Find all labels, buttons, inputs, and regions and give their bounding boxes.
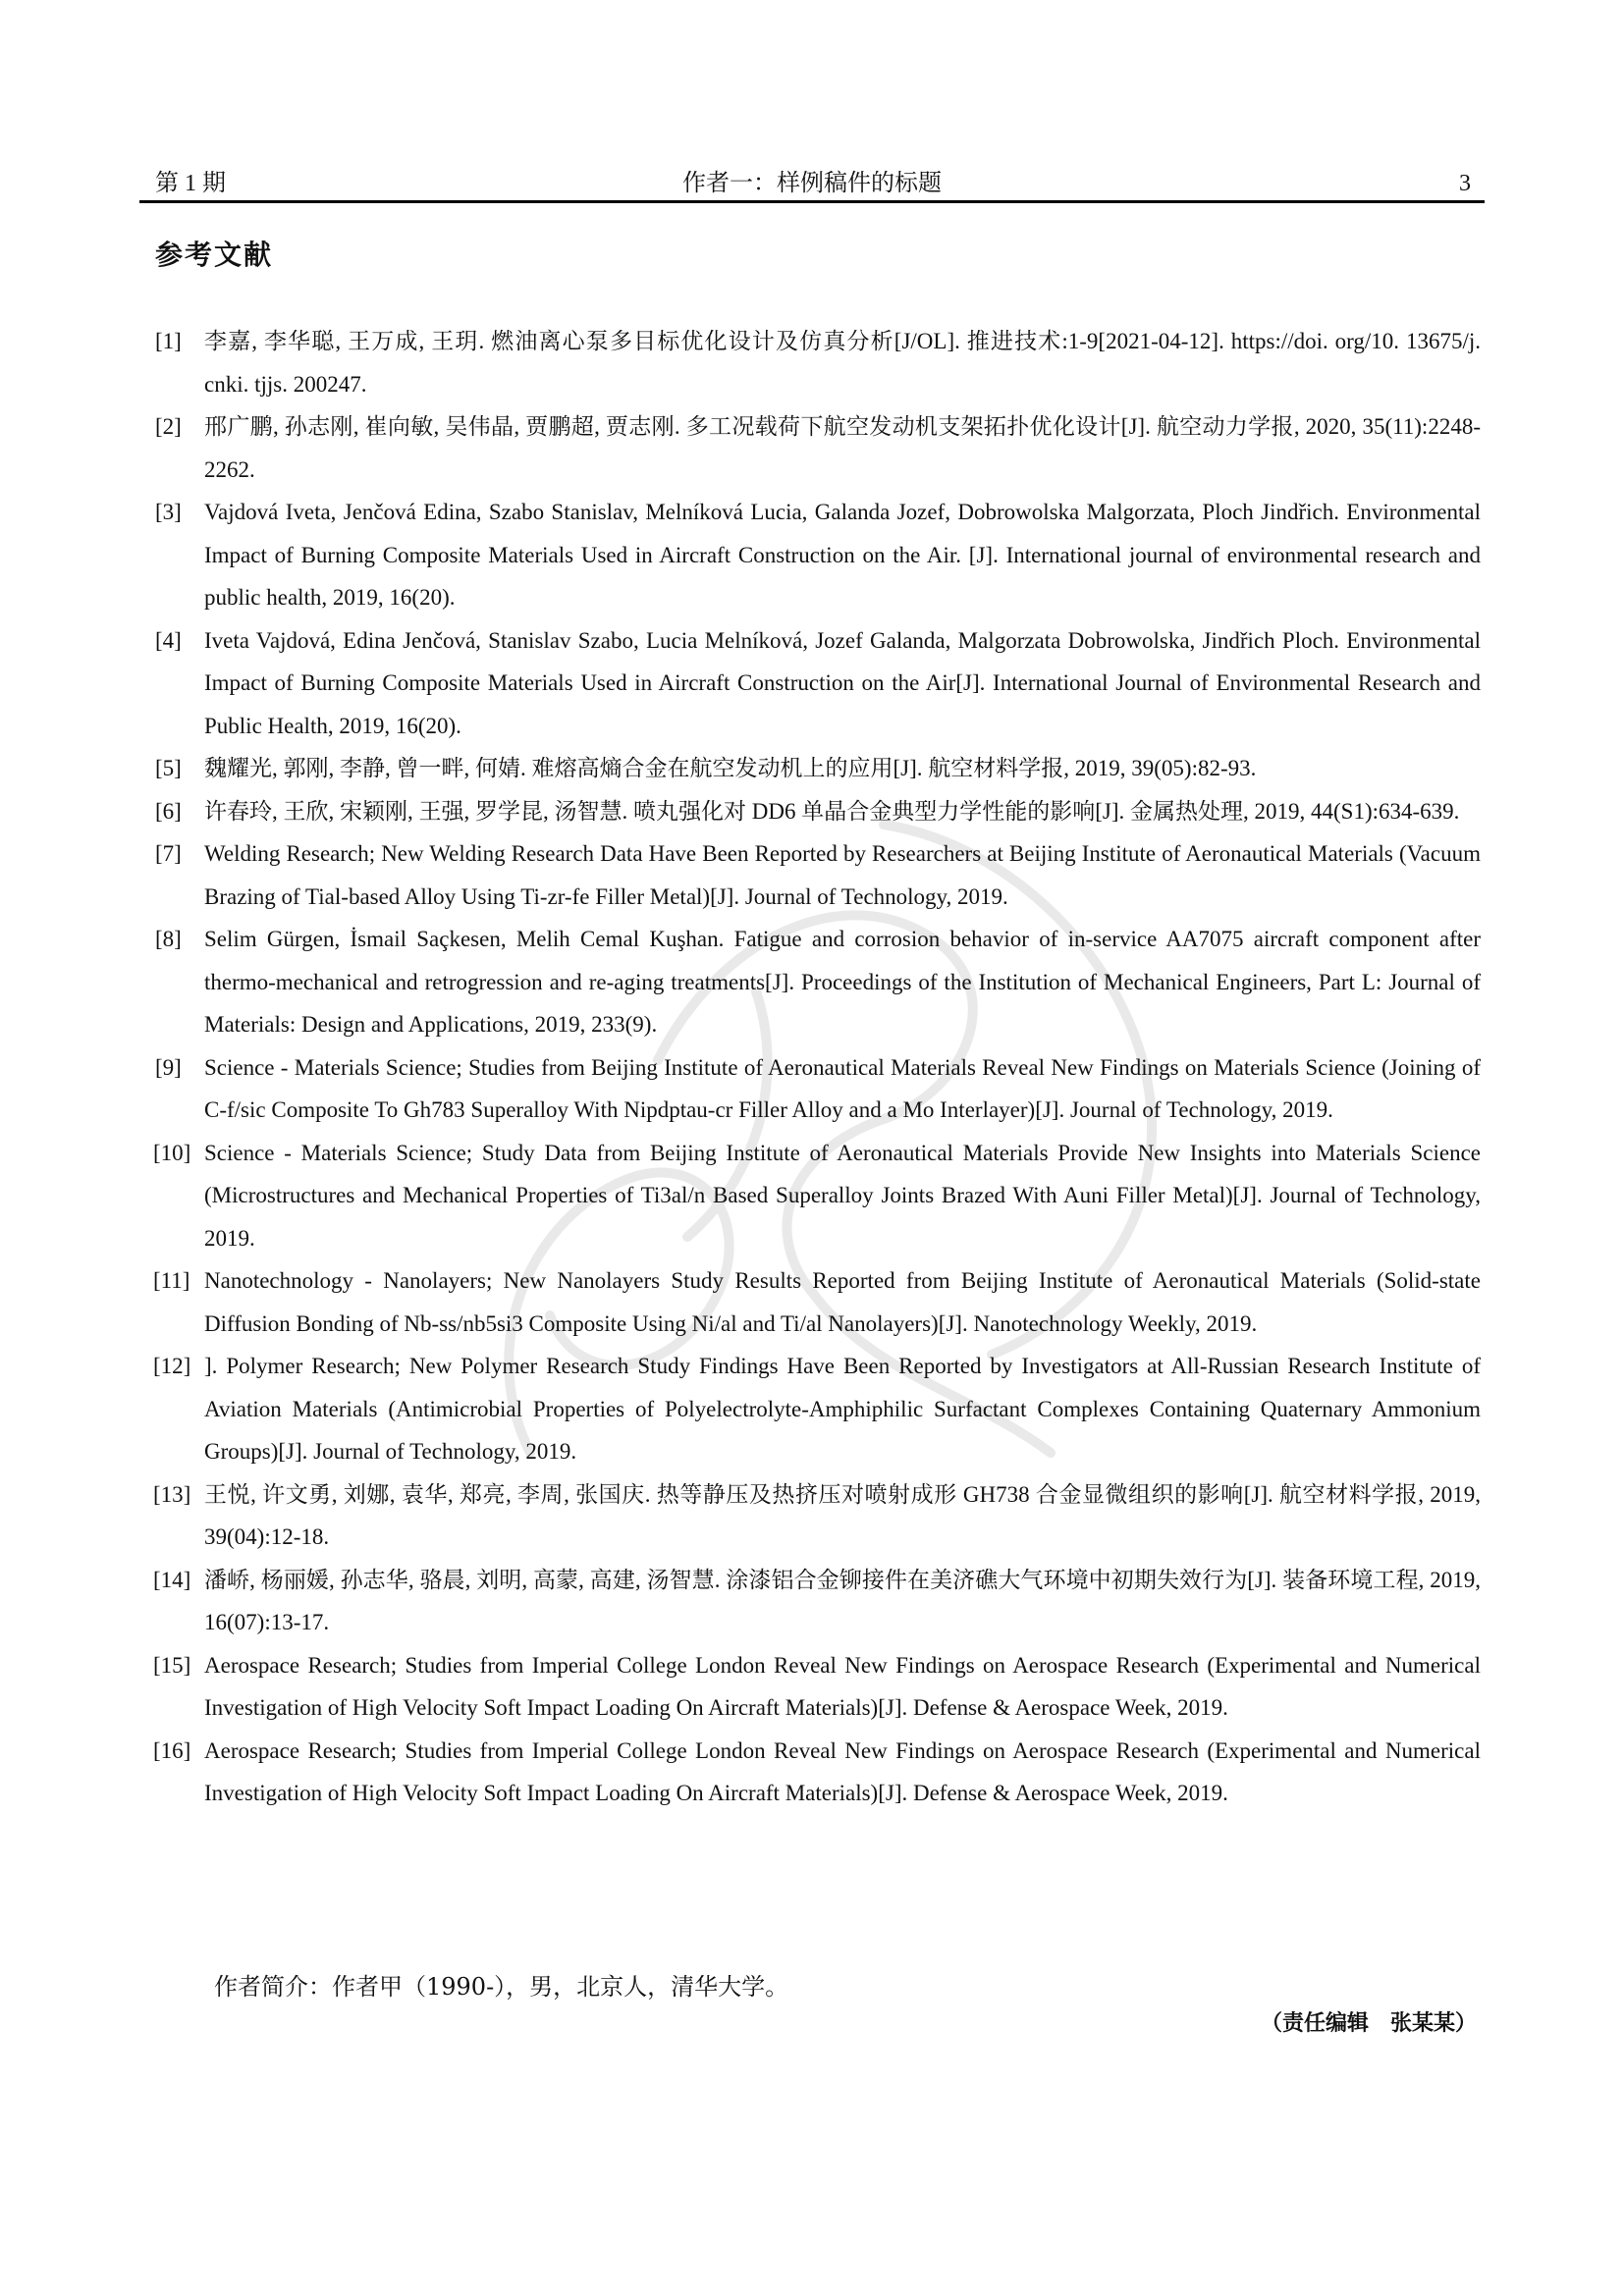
reference-number: [6]: [155, 798, 182, 824]
reference-number: [11]: [153, 1268, 190, 1293]
reference-text: 许春玲, 王欣, 宋颖刚, 王强, 罗学昆, 汤智慧. 喷丸强化对 DD6 单晶合金典型力学性能的影响[J]. 金属热处理, 2019, 44(S1):634-639.: [204, 798, 1460, 824]
running-header: [139, 169, 1485, 198]
reference-item: [155, 405, 1481, 491]
reference-text: ]. Polymer Research; New Polymer Research Study Findings Have Been Reported by Investigators at All-Russian Research Institute of Aviation Materials (Antimicrobial Properties of Polyelectrolyte-Amphiphilic Surfactant Complexes Containing Quaternary Ammonium Groups)[J]. Journal of Technology, 2019.: [204, 1354, 1481, 1464]
reference-text: 潘峤, 杨丽媛, 孙志华, 骆晨, 刘明, 高蒙, 高建, 汤智慧. 涂漆铝合金铆接件在美济礁大气环境中初期失效行为[J]. 装备环境工程, 2019, 16(07):13-17.: [204, 1567, 1481, 1634]
reference-number: [2]: [155, 414, 182, 439]
reference-item: [155, 918, 1481, 1046]
reference-item: [155, 747, 1481, 790]
reference-number: [12]: [153, 1354, 191, 1378]
reference-number: [1]: [155, 329, 182, 353]
reference-item: [155, 1644, 1481, 1730]
reference-item: [155, 1046, 1481, 1132]
author-bio: 作者简介：作者甲（1990-），男，北京人，清华大学。: [214, 1973, 789, 2001]
reference-number: [7]: [155, 841, 182, 866]
reference-text: Aerospace Research; Studies from Imperial College London Reveal New Findings on Aerospace Research (Experimental and Numerical Investigation of High Velocity Soft Impact Loading On Aircraft Materials)[J]. Defense & Aerospace Week, 2019.: [204, 1737, 1481, 1805]
reference-item: [155, 1259, 1481, 1345]
reference-number: [5]: [155, 756, 182, 780]
reference-number: [14]: [153, 1567, 191, 1592]
reference-text: Nanotechnology - Nanolayers; New Nanolayers Study Results Reported from Beijing Institute of Aeronautical Materials (Solid-state Diffusion Bonding of Nb-ss/nb5si3 Composite Using Ni/al and Ti/al Nanolayers)[J]. Nanotechnology Weekly, 2019.: [204, 1268, 1481, 1336]
reference-number: [16]: [153, 1737, 191, 1763]
reference-number: [13]: [153, 1481, 191, 1507]
header-rule: [139, 200, 1485, 203]
reference-text: Science - Materials Science; Study Data from Beijing Institute of Aeronautical Materials Provide New Insights into Materials Science (Microstructures and Mechanical Properties of Ti3al/n Based Superalloy Joints Brazed With Auni Filler Metal)[J]. Journal of Technology, 2019.: [204, 1140, 1481, 1251]
reference-text: Vajdová Iveta, Jenčová Edina, Szabo Stanislav, Melníková Lucia, Galanda Jozef, Dobrowolska Malgorzata, Ploch Jindřich. Environmental Impact of Burning Composite Materials Used in Aircraft Construction on the Air. [J]. International journal of environmental research and public health, 2019, 16(20).: [204, 500, 1481, 610]
editor-note: （责任编辑 张某某）: [1260, 2011, 1477, 2036]
reference-text: Selim Gürgen, İsmail Saçkesen, Melih Cemal Kuşhan. Fatigue and corrosion behavior of in-service AA7075 aircraft component after thermo-mechanical and retrogression and re-aging treatments[J]. Proceedings of the Institution of Mechanical Engineers, Part L: Journal of Materials: Design and Applications, 2019, 233(9).: [204, 927, 1481, 1037]
reference-text: 魏耀光, 郭刚, 李静, 曾一畔, 何婧. 难熔高熵合金在航空发动机上的应用[J]. 航空材料学报, 2019, 39(05):82-93.: [204, 756, 1257, 780]
reference-number: [4]: [155, 627, 182, 653]
reference-text: Science - Materials Science; Studies from Beijing Institute of Aeronautical Materials Reveal New Findings on Materials Science (Joining of C-f/sic Composite To Gh783 Superalloy With Nipdptau-cr Filler Alloy and a Mo Interlayer)[J]. Journal of Technology, 2019.: [204, 1054, 1481, 1122]
reference-item: [155, 1473, 1481, 1559]
running-title: 作者一：样例稿件的标题: [682, 171, 942, 196]
reference-text: 邢广鹏, 孙志刚, 崔向敏, 吴伟晶, 贾鹏超, 贾志刚. 多工况载荷下航空发动机支架拓扑优化设计[J]. 航空动力学报, 2020, 35(11):2248-2262.: [204, 414, 1481, 482]
reference-item: [155, 1345, 1481, 1473]
reference-item: [155, 1730, 1481, 1815]
reference-item: [155, 320, 1481, 405]
reference-item: [155, 619, 1481, 748]
reference-list: [155, 320, 1481, 1815]
page-number: 3: [1459, 171, 1471, 196]
reference-number: [15]: [153, 1652, 191, 1678]
reference-number: [10]: [153, 1140, 191, 1165]
section-title: 参考文献: [155, 239, 274, 271]
reference-text: 王悦, 许文勇, 刘娜, 袁华, 郑亮, 李周, 张国庆. 热等静压及热挤压对喷射成形 GH738 合金显微组织的影响[J]. 航空材料学报, 2019, 39(04):12-18.: [204, 1481, 1481, 1549]
reference-item: [155, 790, 1481, 833]
reference-text: Iveta Vajdová, Edina Jenčová, Stanislav Szabo, Lucia Melníková, Jozef Galanda, Malgorzata Dobrowolska, Jindřich Ploch. Environmental Impact of Burning Composite Materials Used in Aircraft Construction on the Air[J]. International Journal of Environmental Research and Public Health, 2019, 16(20).: [204, 627, 1481, 738]
reference-text: Welding Research; New Welding Research Data Have Been Reported by Researchers at Beijing Institute of Aeronautical Materials (Vacuum Brazing of Tial-based Alloy Using Ti-zr-fe Filler Metal)[J]. Journal of Technology, 2019.: [204, 841, 1481, 909]
reference-number: [8]: [155, 927, 182, 951]
reference-text: 李嘉, 李华聪, 王万成, 王玥. 燃油离心泵多目标优化设计及仿真分析[J/OL]. 推进技术:1-9[2021-04-12]. https://doi. org/10. 13675/j. cnki. tjjs. 200247.: [204, 329, 1481, 397]
reference-item: [155, 491, 1481, 619]
reference-item: [155, 1559, 1481, 1644]
reference-text: Aerospace Research; Studies from Imperial College London Reveal New Findings on Aerospace Research (Experimental and Numerical Investigation of High Velocity Soft Impact Loading On Aircraft Materials)[J]. Defense & Aerospace Week, 2019.: [204, 1652, 1481, 1720]
reference-item: [155, 832, 1481, 918]
reference-item: [155, 1132, 1481, 1260]
reference-number: [3]: [155, 500, 182, 524]
reference-number: [9]: [155, 1054, 182, 1080]
issue-label: 第 1 期: [155, 171, 226, 196]
